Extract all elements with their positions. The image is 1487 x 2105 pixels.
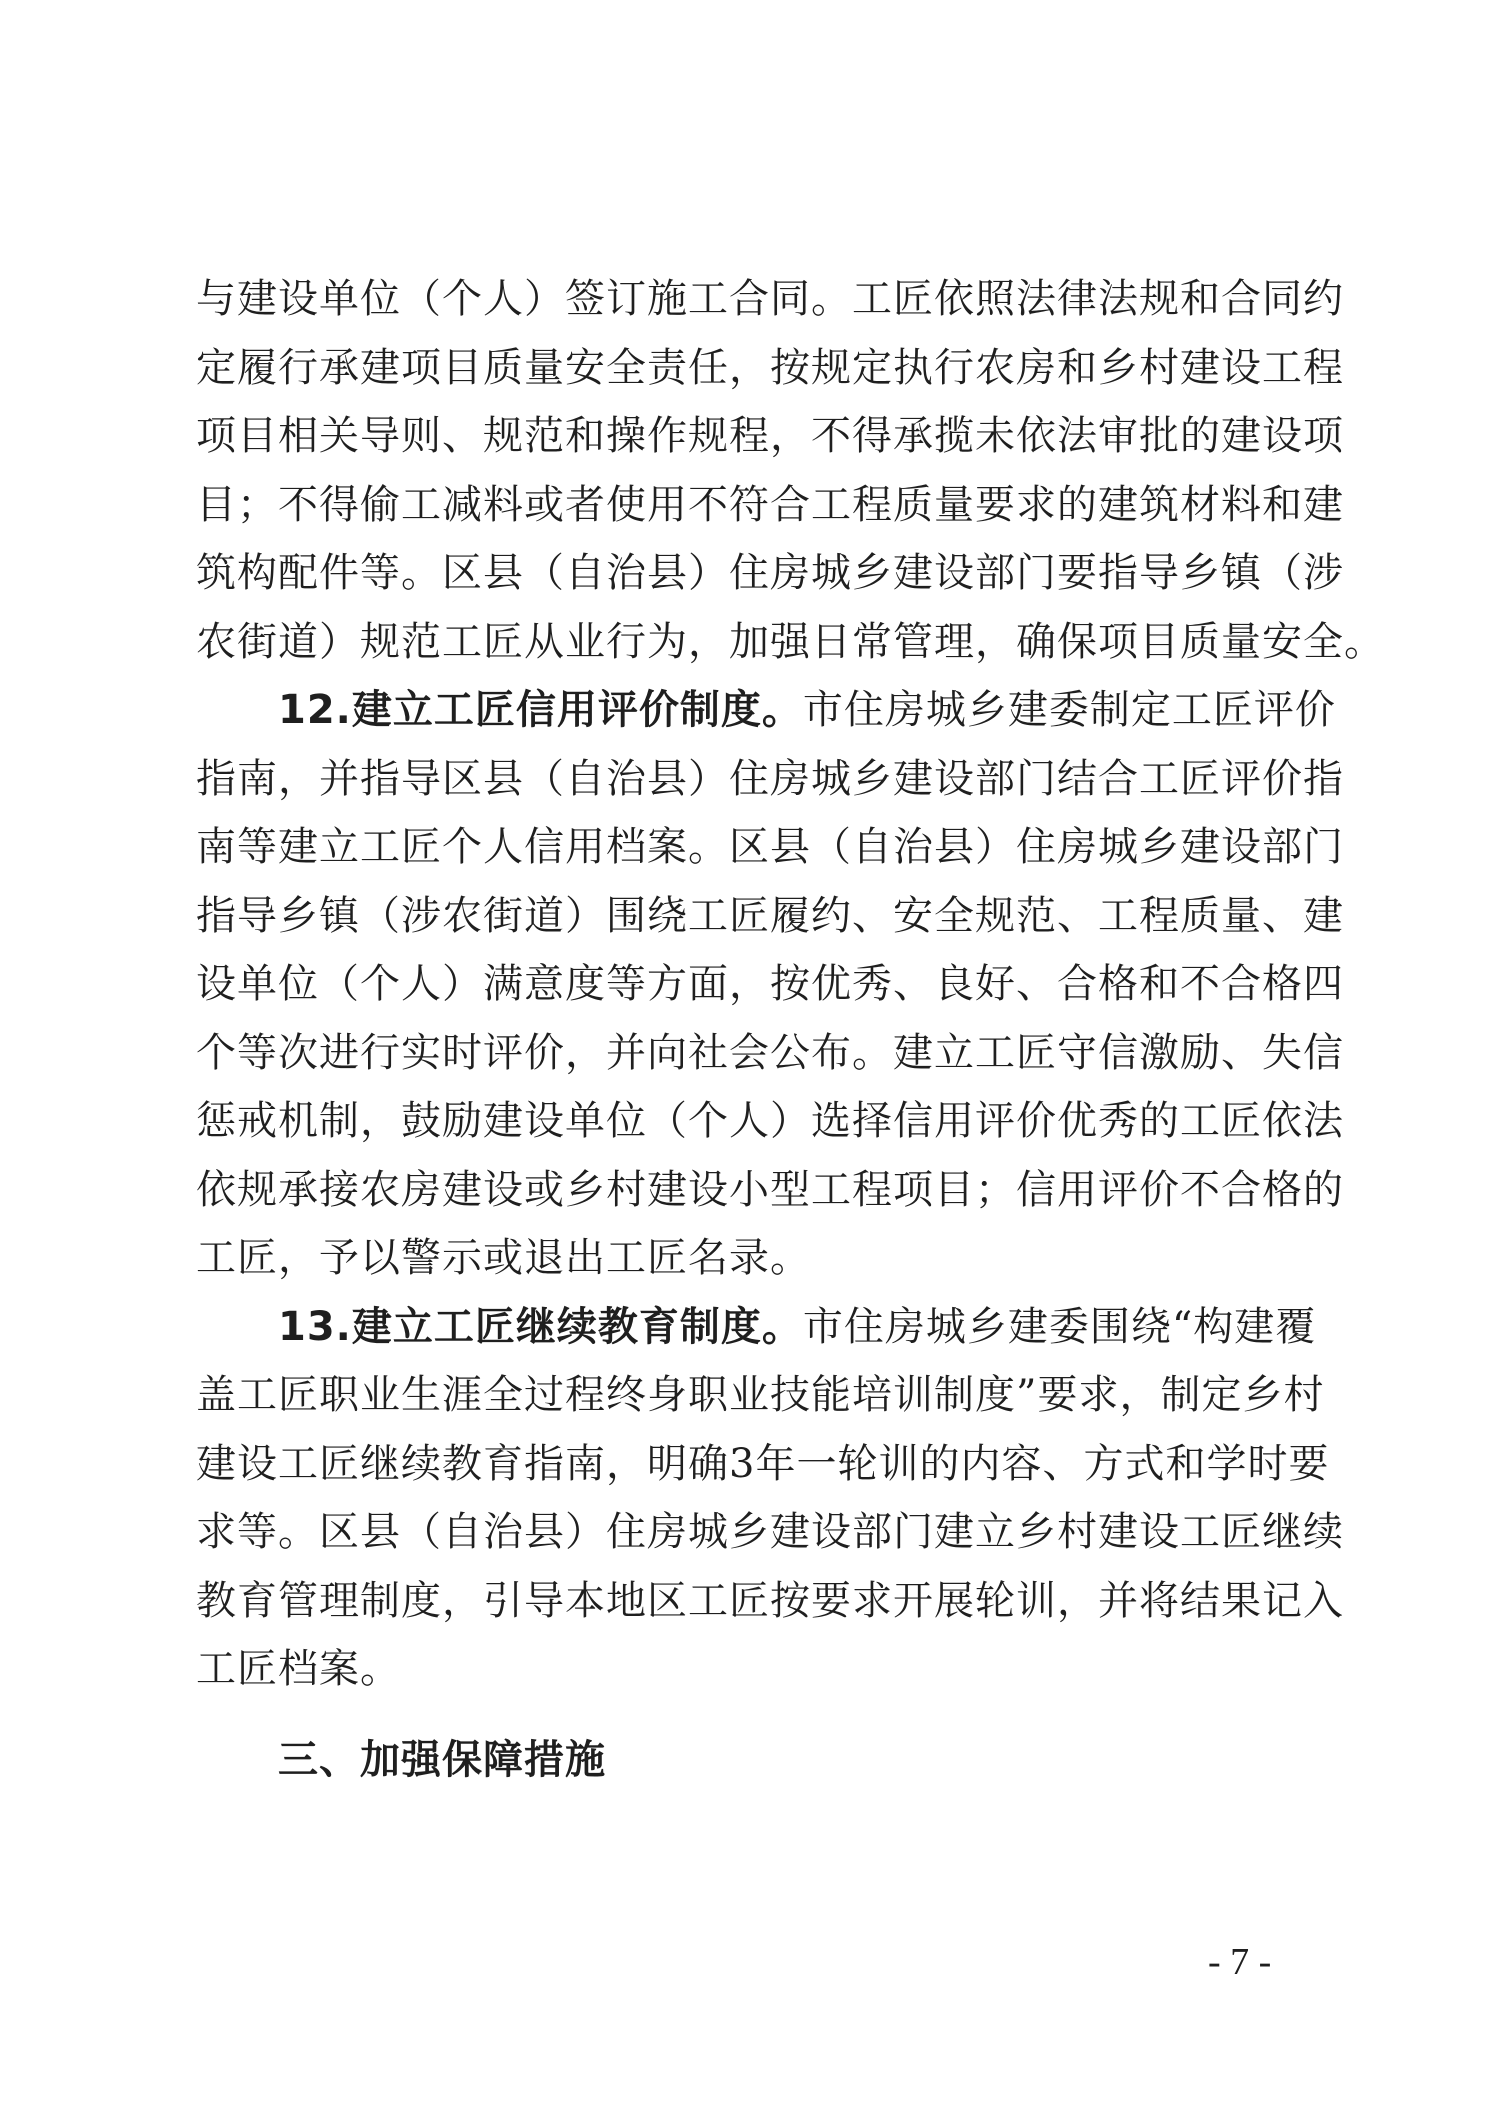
text-line: 指南，并指导区县（自治县）住房城乡建设部门结合工匠评价指: [196, 755, 1344, 802]
text-line: 建设工匠继续教育指南，明确3年一轮训的内容、方式和学时要: [196, 1440, 1330, 1487]
text-line: 定履行承建项目质量安全责任，按规定执行农房和乡村建设工程: [196, 344, 1344, 391]
text-line: 教育管理制度，引导本地区工匠按要求开展轮训，并将结果记入: [196, 1577, 1344, 1624]
text-line: 指导乡镇（涉农街道）围绕工匠履约、安全规范、工程质量、建: [196, 892, 1344, 939]
page-number: - 7 -: [1208, 1941, 1272, 1983]
text-line: [196, 676, 1336, 745]
text-line: 惩戒机制，鼓励建设单位（个人）选择信用评价优秀的工匠依法: [196, 1098, 1344, 1144]
text-line: 农街道）规范工匠从业行为，加强日常管理，确保项目质量安全。: [196, 618, 1385, 665]
text-line: 南等建立工匠个人信用档案。区县（自治县）住房城乡建设部门: [196, 824, 1344, 870]
text-line: 与建设单位（个人）签订施工合同。工匠依照法律法规和合同约: [196, 276, 1344, 322]
text-line: 工匠，予以警示或退出工匠名录。: [196, 1235, 811, 1281]
text-line: 项目相关导则、规范和操作规程，不得承揽未依法审批的建设项: [196, 413, 1344, 459]
section-heading: 三、加强保障措施: [278, 1736, 606, 1783]
document-body: [196, 265, 1385, 1794]
text-line: 工匠档案。: [196, 1646, 401, 1692]
text-line: 设单位（个人）满意度等方面，按优秀、良好、合格和不合格四: [196, 961, 1344, 1007]
text-line: 盖工匠职业生涯全过程终身职业技能培训制度”要求，制定乡村: [196, 1372, 1325, 1418]
item-heading: 13.建立工匠继续教育制度。: [278, 1303, 803, 1350]
text-line: 个等次进行实时评价，并向社会公布。建立工匠守信激励、失信: [196, 1029, 1344, 1076]
text-line: 求等。区县（自治县）住房城乡建设部门建立乡村建设工匠继续: [196, 1509, 1344, 1555]
text-line: 目；不得偷工减料或者使用不符合工程质量要求的建筑材料和建: [196, 481, 1344, 528]
paragraph-contract: [196, 265, 1385, 676]
text-span: 市住房城乡建委围绕“构建覆: [802, 1303, 1317, 1350]
text-line: 筑构配件等。区县（自治县）住房城乡建设部门要指导乡镇（涉: [196, 550, 1344, 596]
text-line: [196, 1293, 1317, 1362]
paragraph-continuing-education: [196, 1293, 1344, 1704]
paragraph-credit-evaluation: [196, 676, 1344, 1293]
text-span: 市住房城乡建委制定工匠评价: [802, 687, 1336, 733]
item-heading: 12.建立工匠信用评价制度。: [278, 687, 803, 733]
text-line: 依规承接农房建设或乡村建设小型工程项目；信用评价不合格的: [196, 1166, 1344, 1213]
